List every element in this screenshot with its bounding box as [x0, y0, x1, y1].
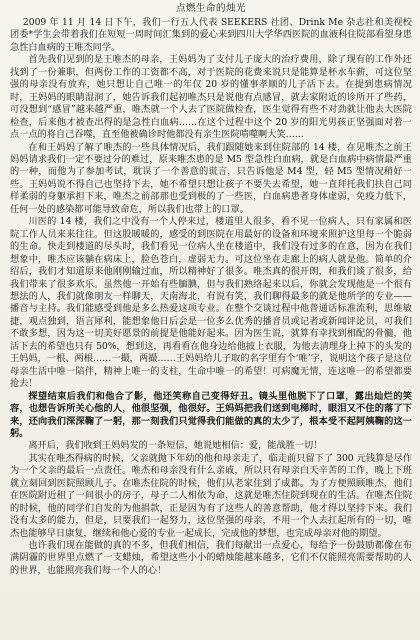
paragraph-message: 离开后，我们收到王妈妈发的一条短信，她说她相信：爱，能战胜一切！ [28, 440, 323, 452]
paragraph-family: 其实在唯杰得病的时候，父亲就抛下年幼的他和母亲走了，临走前只留下了 300 元钱算是尽作为一个父亲的最后一点责任。唯杰和母亲没有什么亲戚，所以只有母亲白天辛苦的工作，晚上下班就立刻回到医院照顾儿子。在唯杰住院的时候，他们从老家住到了成都。为了方便照顾唯杰，他们在医院附近租了一间很小的房子，母子二人相依为命，这就是唯杰住院到现在的生活。在唯杰住院的时候，他的同学们自发的为他捐款，正是因为有了这些人的善意帮助，他才得以坚持下来。我们没有太多的能力，但是，只要我们一起努力，这位坚强的母亲，不用一个人去扛起所有的一切，唯杰也能够早日康复，继续和他心爱的专业一起成长，完成他的梦想，也完成母亲对他的期望。 [10, 452, 412, 539]
paragraph-visit: 川医的 14 楼，我们之中没有一个人停来过，楼道里人很多，看不见一位病人，只有家属和医院工作人员来来往往。但这股暖暖的，感受的到医院在用最好的设备和环境来照护这里每一个脆弱的生命。快走到楼道的尽头时，我们看见一位病人坐在楼道中，我们没有过多的在意，因为在我们想象中，唯杰应该躺在病床上，脸色苍白，虚弱无力。可这位坐在走廊上的病人就是他。简单的介绍后，我们才知道原来他刚刚输过血，所以精神好了很多。唯杰真的很开朗，和我们谈了很多，给我们带来了很多欢乐。虽然他一开始有些腼腆，但与我们熟络起来以后，你就会发现他是一个很有想法的人，我们就像朋友一样聊天，天南海北，有说有笑，我们聊得最多的就是他所学的专业——播音与主持。我们能感受到他是多么热爱这项专业。在整个交谈过程中他普通话标准流利，思维敏捷，观点独到，语言犀利，能想象他日后会是一位多么优秀的播音员或记者或新闻评论员，可我们不敢多想，因为这一切美好愿景的前提是他能好起来。因为医生说，就算有幸找到相配的骨髓，他活下去的希望也只有 50%，想到这，再看看在他身边给他披上衣服，为他去清理身上掉下的头发的王妈妈，一根、两根……一撮，两撮……王妈妈给儿子取的名字里有个‘唯’字，说明这个孩子是这位母亲生活中唯一陪伴，精神上唯一的支柱，生命中唯一的希望！可病魔无情，连这唯一的希望都要抢去！ [10, 216, 412, 390]
paragraph-intro: 2009 年 11 月 14 日下午，我们一行五人代表 SEEKERS 社团、Drink Me 杂志社和美视校团委*学生会带着我们在短短一周时间汇集到的爱心来到四川大学华西医院的血液科住院部看望身患急性白血病的王唯杰同学。 [10, 17, 412, 53]
paragraph-mother: 首先我们见到的是王唯杰的母亲，王妈妈为了支付儿子庞大的治疗费用，除了现有的工作外还找到了一份兼职，但两份工作的工资都不高，对于医院的花费来说只是能算是杯水车薪，可这位坚强的母亲没有放弃，她只想让自己唯一的年仅 20 岁的懂事孝顺的儿子活下去。在提到患病情况时，王妈妈的眼睛湿润了，她告诉我们起初唯杰只是说他有点感冒，就去家附近的诊所开了些药，可没想到“感冒”越来越严重，唯杰就一个人去了医院做检查，医生觉得有些不对劲就让他去大医院检查，后来他才被查出得的是急性白血病……在这个过程中这个 20 岁的阳光男孩正坚强面对着一点一点的将自己吞噬，直至他被确诊时他都没有亲生医院啃噬啊大笑…… [10, 54, 412, 141]
article-body [10, 17, 412, 577]
paragraph-diagnosis: 在和王妈妈了解了唯杰的一些具体情况后，我们跟随她来到住院部的 14 楼，在见唯杰之前王妈妈请求我们一定不要过分的难过，原来唯杰患的是 M5 型急性白血病，就是白血病中病情最严重的一种，而他为了参加考试，耽误了一个善意的谎言，只告诉他是 M4 型，轻 M5 型情况稍好一些。王妈妈说不得自己也坚持下去，她不希望只想让孩子不要失去希望，她一直拜托我们扶自己同样柔弱的身躯承担下来，唯杰之前部那也受到极的了一些医，白血病患者身体虚弱，免疫力低下，任何一处的感染都可能导致命危，所以我们也带上的口罩。 [10, 141, 412, 215]
paragraph-photo: 探望结束后我们和他合了影，他还笑称自己变得好丑。镜头里他脱下了口罩，露出灿烂的笑容，也想告诉所关心他的人，他很坚强，他很好。王妈妈把我们送到电梯时，眼泪又不住的落了下来，还向我们深深鞠了一躬，那一刻我们只觉得我们能做的真的太少了，根本受不起阿姨鞠的这一躬。 [10, 390, 412, 439]
article-title: 点燃生命的烛光 [175, 3, 246, 14]
paragraph-closing: 也许我们现在能做的真的不多，但我们相信，我们每献出一点爱心，每给予一份鼓励都像在布满阴霾的世界里点燃了一支蜡烛，希望这些小小的蜡烛能越来越多，它们不仅能照亮需要帮助的人的世界，也能照亮我们每一个人的心！ [10, 540, 412, 576]
